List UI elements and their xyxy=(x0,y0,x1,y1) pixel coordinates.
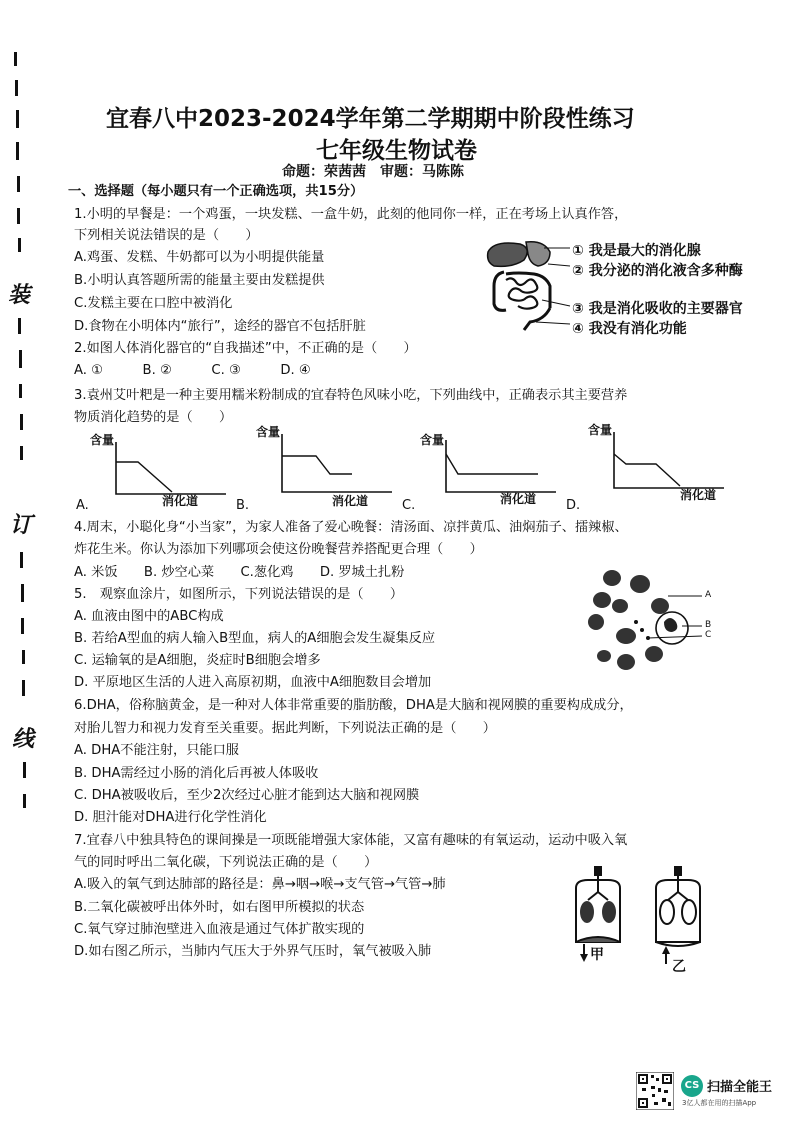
blood-label-c: C xyxy=(705,630,712,640)
q3-chart-d-ylabel: 含量 xyxy=(588,423,613,437)
q7-option-c: C.氧气穿过肺泡壁进入血液是通过气体扩散实现的 xyxy=(74,922,365,937)
q5-option-c: C. 运输氧的是A细胞，炎症时B细胞会增多 xyxy=(74,653,321,668)
model-label-jia: 甲 xyxy=(590,947,604,963)
exam-authors: 命题：荣茜茜 审题：马陈陈 xyxy=(282,164,464,180)
q1-option-a: A.鸡蛋、发糕、牛奶都可以为小明提供能量 xyxy=(74,250,325,265)
q3-letter-b: B. xyxy=(236,498,250,513)
q3-stem-line2: 物质消化趋势的是（ ） xyxy=(74,410,233,425)
q5-stem: 5. 观察血涂片，如图所示，下列说法错误的是（ ） xyxy=(74,587,404,602)
margin-char-ding: 订 xyxy=(10,512,33,538)
q3-chart-c-xlabel: 消化道 xyxy=(500,492,537,506)
q2-stem: 2.如图人体消化器官的“自我描述”中，不正确的是（ ） xyxy=(74,341,417,356)
q2-options: A. ① B. ② C. ③ D. ④ xyxy=(74,363,311,378)
q1-option-b: B.小明认真答题所需的能量主要由发糕提供 xyxy=(74,273,325,288)
bell-jar-yi xyxy=(656,866,700,964)
digestive-system-diagram xyxy=(484,234,574,334)
q6-stem-line2: 对胎儿智力和视力发育至关重要。据此判断，下列说法正确的是（ ） xyxy=(74,721,496,736)
q3-chart-b-ylabel: 含量 xyxy=(256,425,281,439)
q3-letter-d: D. xyxy=(566,498,581,513)
blood-smear-figure xyxy=(582,564,712,676)
q3-chart-a-ylabel: 含量 xyxy=(90,433,115,447)
q7-option-d: D.如右图乙所示，当肺内气压大于外界气压时，氧气被吸入肺 xyxy=(74,944,432,959)
q7-stem-line2: 气的同时呼出二氧化碳，下列说法正确的是（ ） xyxy=(74,855,378,870)
q3-letter-a: A. xyxy=(76,498,89,513)
q3-stem-line1: 3.袁州艾叶粑是一种主要用糯米粉制成的宜春特色风味小吃，下列曲线中，正确表示其主要营养 xyxy=(74,388,628,403)
q5-option-b: B. 若给A型血的病人输入B型血，病人的A细胞会发生凝集反应 xyxy=(74,631,436,646)
q3-chart-b xyxy=(256,426,396,506)
q4-options: A. 米饭 B. 炒空心菜 C.葱化鸡 D. 罗城土扎粉 xyxy=(74,565,405,580)
section-heading: 一、选择题（每小题只有一个正确选项，共15分） xyxy=(68,184,364,199)
q1-option-d: D.食物在小明体内“旅行”，途经的器官不包括肝脏 xyxy=(74,319,366,334)
blood-label-b: B xyxy=(705,620,712,630)
margin-char-zhuang: 装 xyxy=(8,282,31,308)
q6-option-d: D. 胆汁能对DHA进行化学性消化 xyxy=(74,810,267,825)
q2-label-1: ① 我是最大的消化腺 xyxy=(572,243,701,259)
q2-label-4: ④ 我没有消化功能 xyxy=(572,321,687,337)
q3-chart-d xyxy=(588,424,728,506)
q3-chart-b-xlabel: 消化道 xyxy=(332,494,369,508)
model-label-yi: 乙 xyxy=(672,959,686,975)
q1-stem-line1: 1.小明的早餐是：一个鸡蛋，一块发糕、一盒牛奶，此刻的他同你一样，正在考场上认真作答， xyxy=(74,207,628,222)
q7-option-a: A.吸入的氧气到达肺部的路径是：鼻→咽→喉→支气管→气管→肺 xyxy=(74,877,446,892)
q5-option-d: D. 平原地区生活的人进入高原初期，血液中A细胞数目会增加 xyxy=(74,675,432,690)
q3-chart-c xyxy=(420,434,560,506)
exam-subtitle: 七年级生物试卷 xyxy=(316,138,477,164)
qr-code-icon xyxy=(636,1072,674,1110)
q3-letter-c: C. xyxy=(402,498,416,513)
exam-title: 宜春八中2023-2024学年第二学期期中阶段性练习 xyxy=(106,106,635,132)
q1-stem-line2: 下列相关说法错误的是（ ） xyxy=(74,228,259,243)
q2-label-3: ③ 我是消化吸收的主要器官 xyxy=(572,301,743,317)
q6-option-a: A. DHA不能注射，只能口服 xyxy=(74,743,239,758)
q7-option-b: B.二氧化碳被呼出体外时，如右图甲所模拟的状态 xyxy=(74,900,365,915)
q3-chart-c-ylabel: 含量 xyxy=(420,433,445,447)
scanner-tagline: 3亿人都在用的扫描App xyxy=(682,1099,757,1107)
q1-option-c: C.发糕主要在口腔中被消化 xyxy=(74,296,233,311)
q7-stem-line1: 7.宜春八中独具特色的课间操是一项既能增强大家体能，又富有趣味的有氧运动，运动中吸入氧 xyxy=(74,833,628,848)
q3-chart-a xyxy=(90,434,230,506)
scanner-app-name: 扫描全能王 xyxy=(707,1080,773,1095)
q2-label-2: ② 我分泌的消化液含多种酶 xyxy=(572,263,743,279)
q4-stem-line2: 炸花生米。你认为添加下列哪项会使这份晚餐营养搭配更合理（ ） xyxy=(74,542,483,557)
blood-label-a: A xyxy=(705,590,712,600)
q6-option-c: C. DHA被吸收后，至少2次经过心脏才能到达大脑和视网膜 xyxy=(74,788,420,803)
margin-char-xian: 线 xyxy=(12,726,35,752)
q3-chart-d-xlabel: 消化道 xyxy=(680,488,717,502)
q6-stem-line1: 6.DHA，俗称脑黄金，是一种对人体非常重要的脂肪酸，DHA是大脑和视网膜的重要构成成分， xyxy=(74,698,633,713)
q3-chart-a-xlabel: 消化道 xyxy=(162,494,199,508)
scanner-logo-icon: CS xyxy=(681,1075,703,1097)
q6-option-b: B. DHA需经过小肠的消化后再被人体吸收 xyxy=(74,766,319,781)
q5-option-a: A. 血液由图中的ABC构成 xyxy=(74,609,224,624)
q4-stem-line1: 4.周末，小聪化身“小当家”，为家人准备了爱心晚餐：清汤面、凉拌黄瓜、油焖茄子、擂辣椒、 xyxy=(74,520,628,535)
